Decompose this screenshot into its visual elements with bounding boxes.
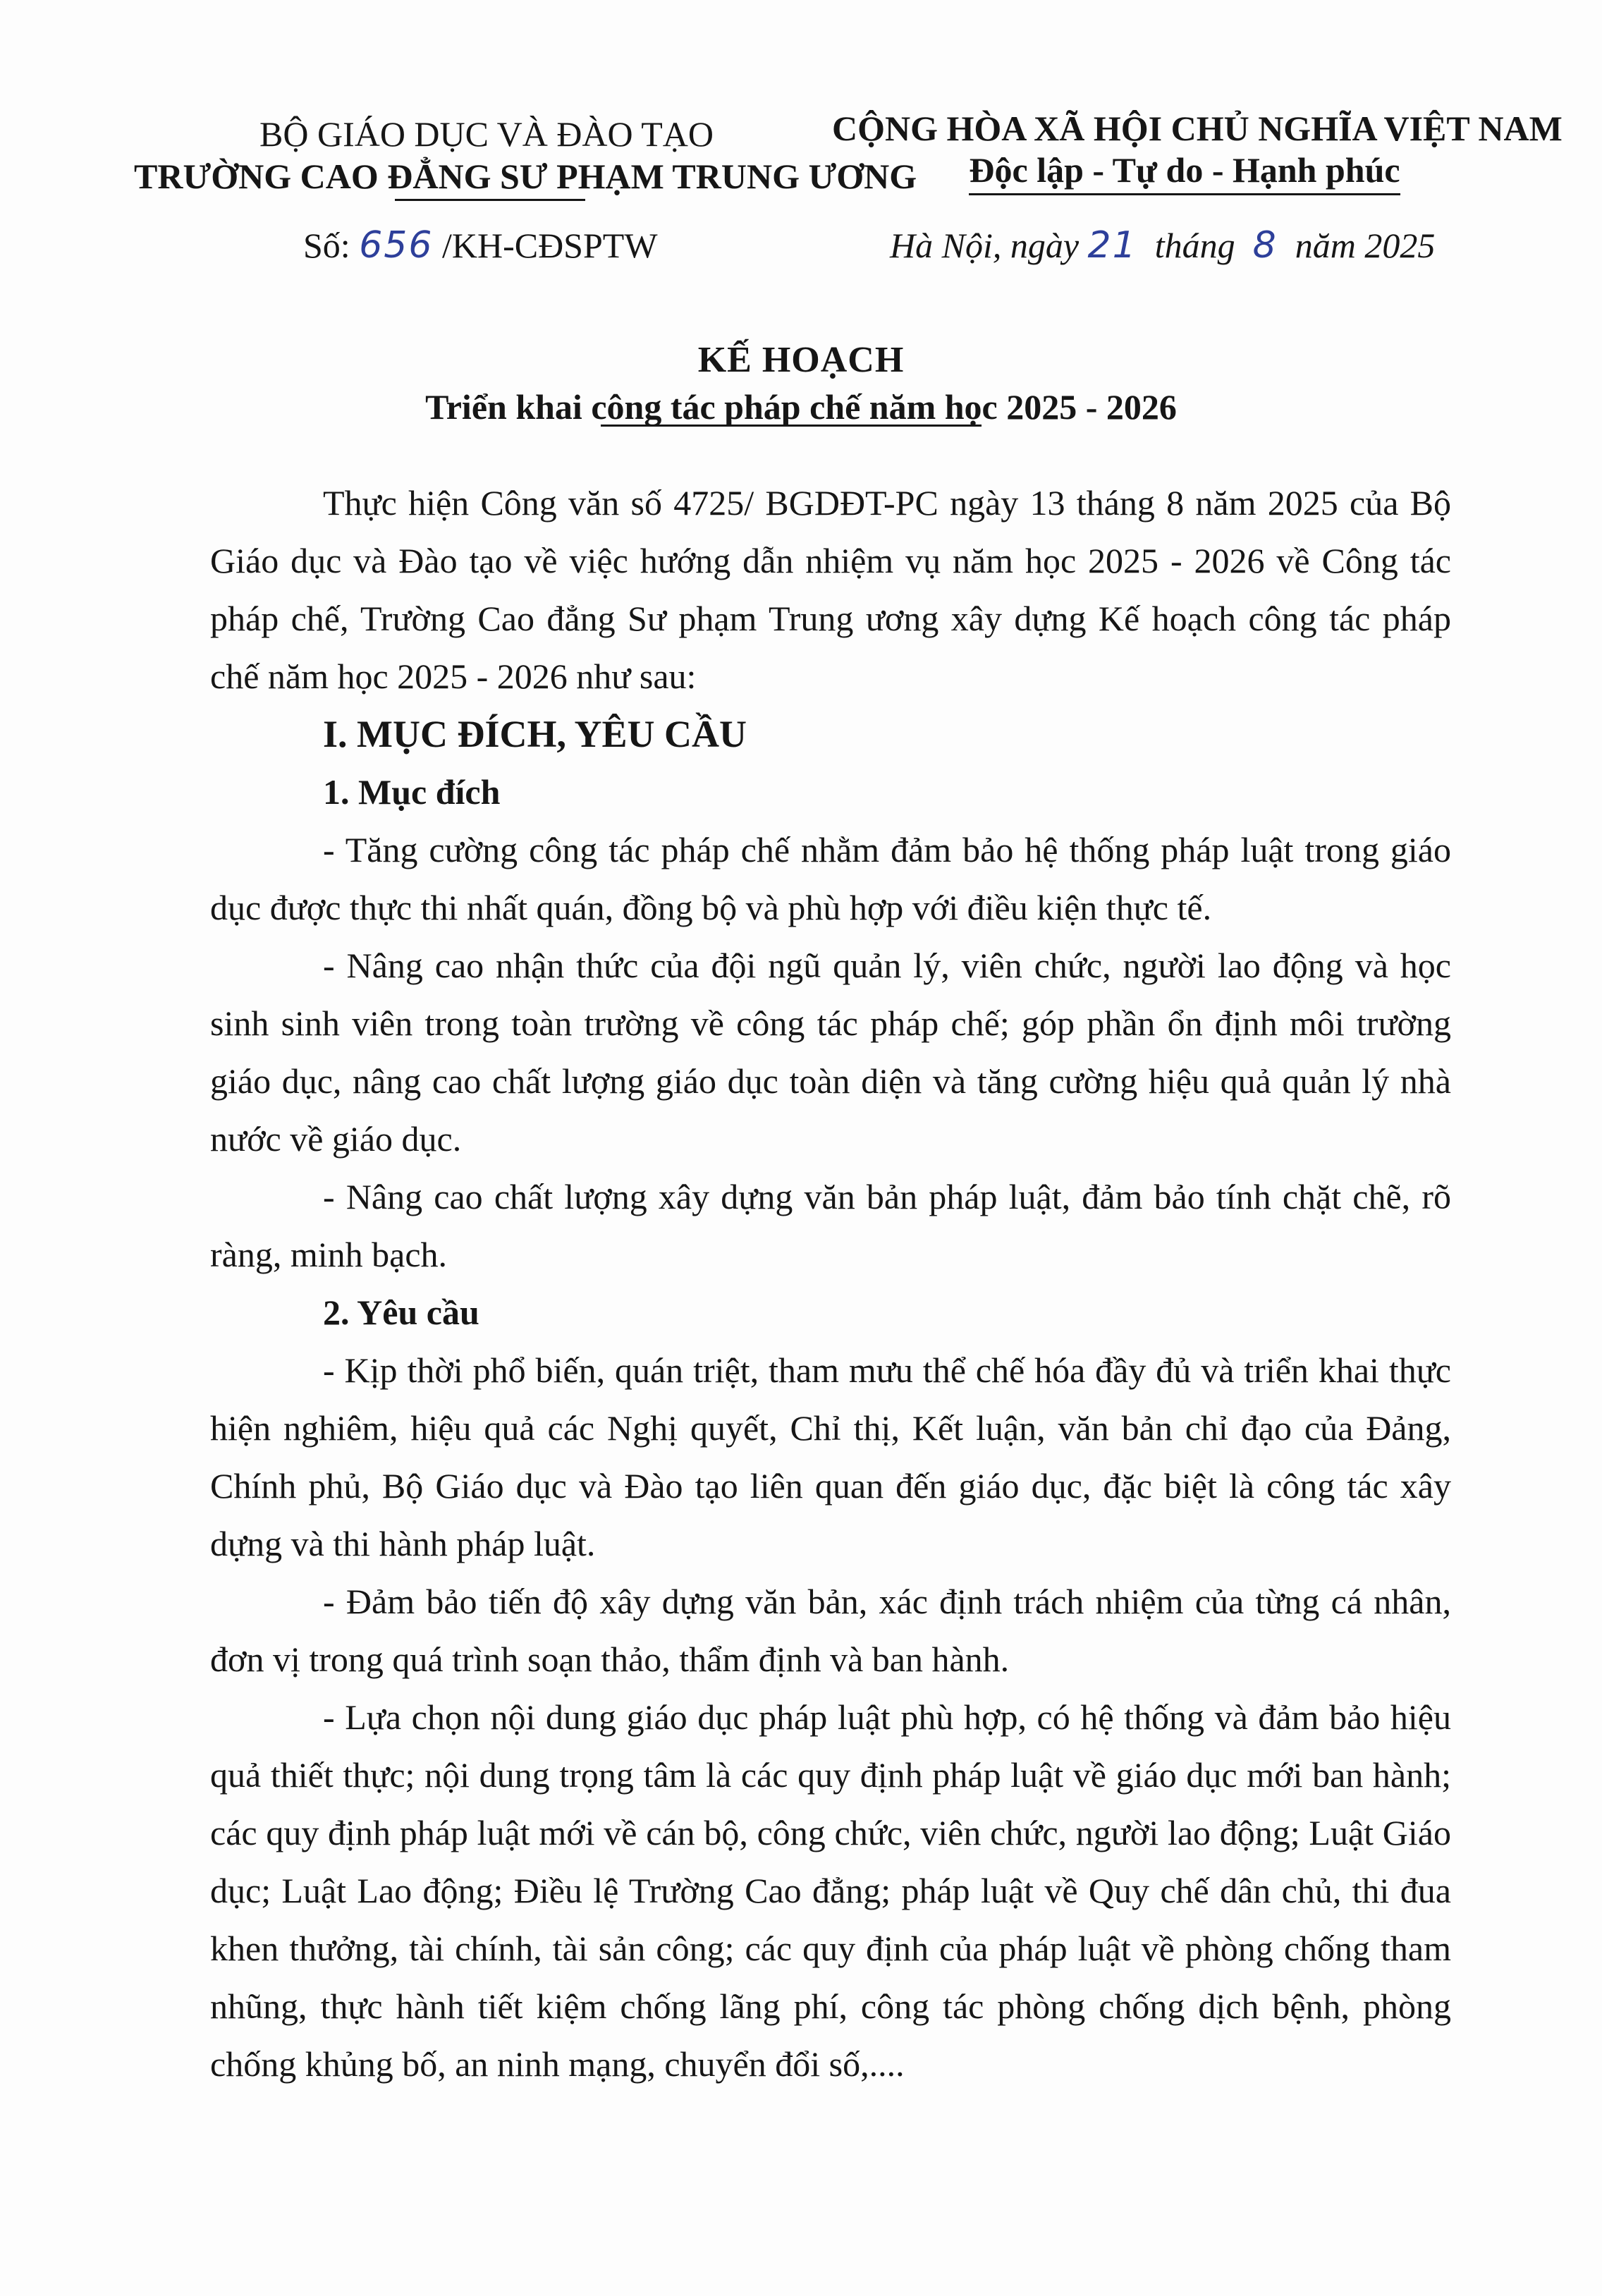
handwritten-month: 8 — [1252, 224, 1278, 267]
school-name: TRƯỜNG CAO ĐẲNG SƯ PHẠM TRUNG ƯƠNG — [134, 157, 917, 196]
national-motto: Độc lập - Tự do - Hạnh phúc — [969, 149, 1400, 195]
requirement-item-2: - Đảm bảo tiến độ xây dựng văn bản, xác định trách nhiệm của từng cá nhân, đơn vị trong quá trình soạn thảo, thẩm định và ban hành. — [210, 1582, 1451, 1679]
handwritten-day: 21 — [1087, 224, 1137, 267]
title-underline — [601, 425, 982, 427]
place-and-date — [890, 224, 1435, 267]
issuing-authority — [134, 113, 917, 197]
document-body — [210, 474, 1451, 2093]
month-label: tháng — [1137, 226, 1253, 265]
document-title-block — [0, 338, 1602, 429]
document-subtitle: Triển khai công tác pháp chế năm học 2025 - 2026 — [425, 387, 1177, 427]
requirement-item-3: - Lựa chọn nội dung giáo dục pháp luật phù hợp, có hệ thống và đảm bảo hiệu quả thiết thực; nội dung trọng tâm là các quy định pháp luật về giáo dục mới ban hành; các quy định pháp luật mới về cán bộ, công chức, viên chức, người lao động; Luật Giáo dục; Luật Lao động; Điều lệ Trường Cao đẳng; pháp luật về Quy chế dân chủ, thi đua khen thưởng, tài chính, tài sản công; các quy định của pháp luật về phòng chống tham nhũng, thực hành tiết kiệm chống lãng phí, công tác phòng chống dịch bệnh, phòng chống khủng bố, an ninh mạng, chuyển đổi số,.... — [210, 1697, 1451, 2084]
document-title: KẾ HOẠCH — [697, 340, 905, 380]
subsection-heading-requirements: 2. Yêu cầu — [323, 1293, 479, 1332]
requirement-item-1: - Kịp thời phổ biến, quán triệt, tham mưu thể chế hóa đầy đủ và triển khai thực hiện nghiêm, hiệu quả các Nghị quyết, Chỉ thị, Kết luận, văn bản chỉ đạo của Đảng, Chính phủ, Bộ Giáo dục và Đào tạo liên quan đến giáo dục, đặc biệt là công tác xây dựng và thi hành pháp luật. — [210, 1350, 1451, 1563]
subsection-heading-purpose: 1. Mục đích — [323, 772, 501, 812]
number-suffix: /KH-CĐSPTW — [433, 226, 658, 265]
year-label: năm 2025 — [1277, 226, 1436, 265]
purpose-item-2: - Nâng cao nhận thức của đội ngũ quản lý, viên chức, người lao động và học sinh sinh viên trong toàn trường về công tác pháp chế; góp phần ổn định môi trường giáo dục, nâng cao chất lượng giáo dục toàn diện và tăng cường hiệu quả quản lý nhà nước về giáo dục. — [210, 946, 1451, 1159]
ministry-name: BỘ GIÁO DỤC VÀ ĐÀO TẠO — [259, 114, 714, 154]
purpose-item-3: - Nâng cao chất lượng xây dựng văn bản pháp luật, đảm bảo tính chặt chẽ, rõ ràng, minh bạch. — [210, 1177, 1451, 1274]
place-prefix: Hà Nội, ngày — [890, 226, 1088, 265]
document-number — [303, 224, 658, 267]
purpose-item-1: - Tăng cường công tác pháp chế nhằm đảm bảo hệ thống pháp luật trong giáo dục được thực thi nhất quán, đồng bộ và phù hợp với điều kiện thực tế. — [210, 830, 1451, 927]
nation-name: CỘNG HÒA XÃ HỘI CHỦ NGHĨA VIỆT NAM — [832, 109, 1563, 148]
national-heading — [832, 107, 1563, 195]
number-prefix: Số: — [303, 226, 360, 265]
intro-paragraph: Thực hiện Công văn số 4725/ BGDĐT-PC ngày 13 tháng 8 năm 2025 của Bộ Giáo dục và Đào tạo về việc hướng dẫn nhiệm vụ năm học 2025 - 2026 về Công tác pháp chế, Trường Cao đẳng Sư phạm Trung ương xây dựng Kế hoạch công tác pháp chế năm học 2025 - 2026 như sau: — [210, 483, 1451, 696]
section-heading-1: I. MỤC ĐÍCH, YÊU CẦU — [323, 713, 747, 755]
authority-underline — [395, 199, 585, 201]
handwritten-number: 656 — [359, 224, 434, 267]
